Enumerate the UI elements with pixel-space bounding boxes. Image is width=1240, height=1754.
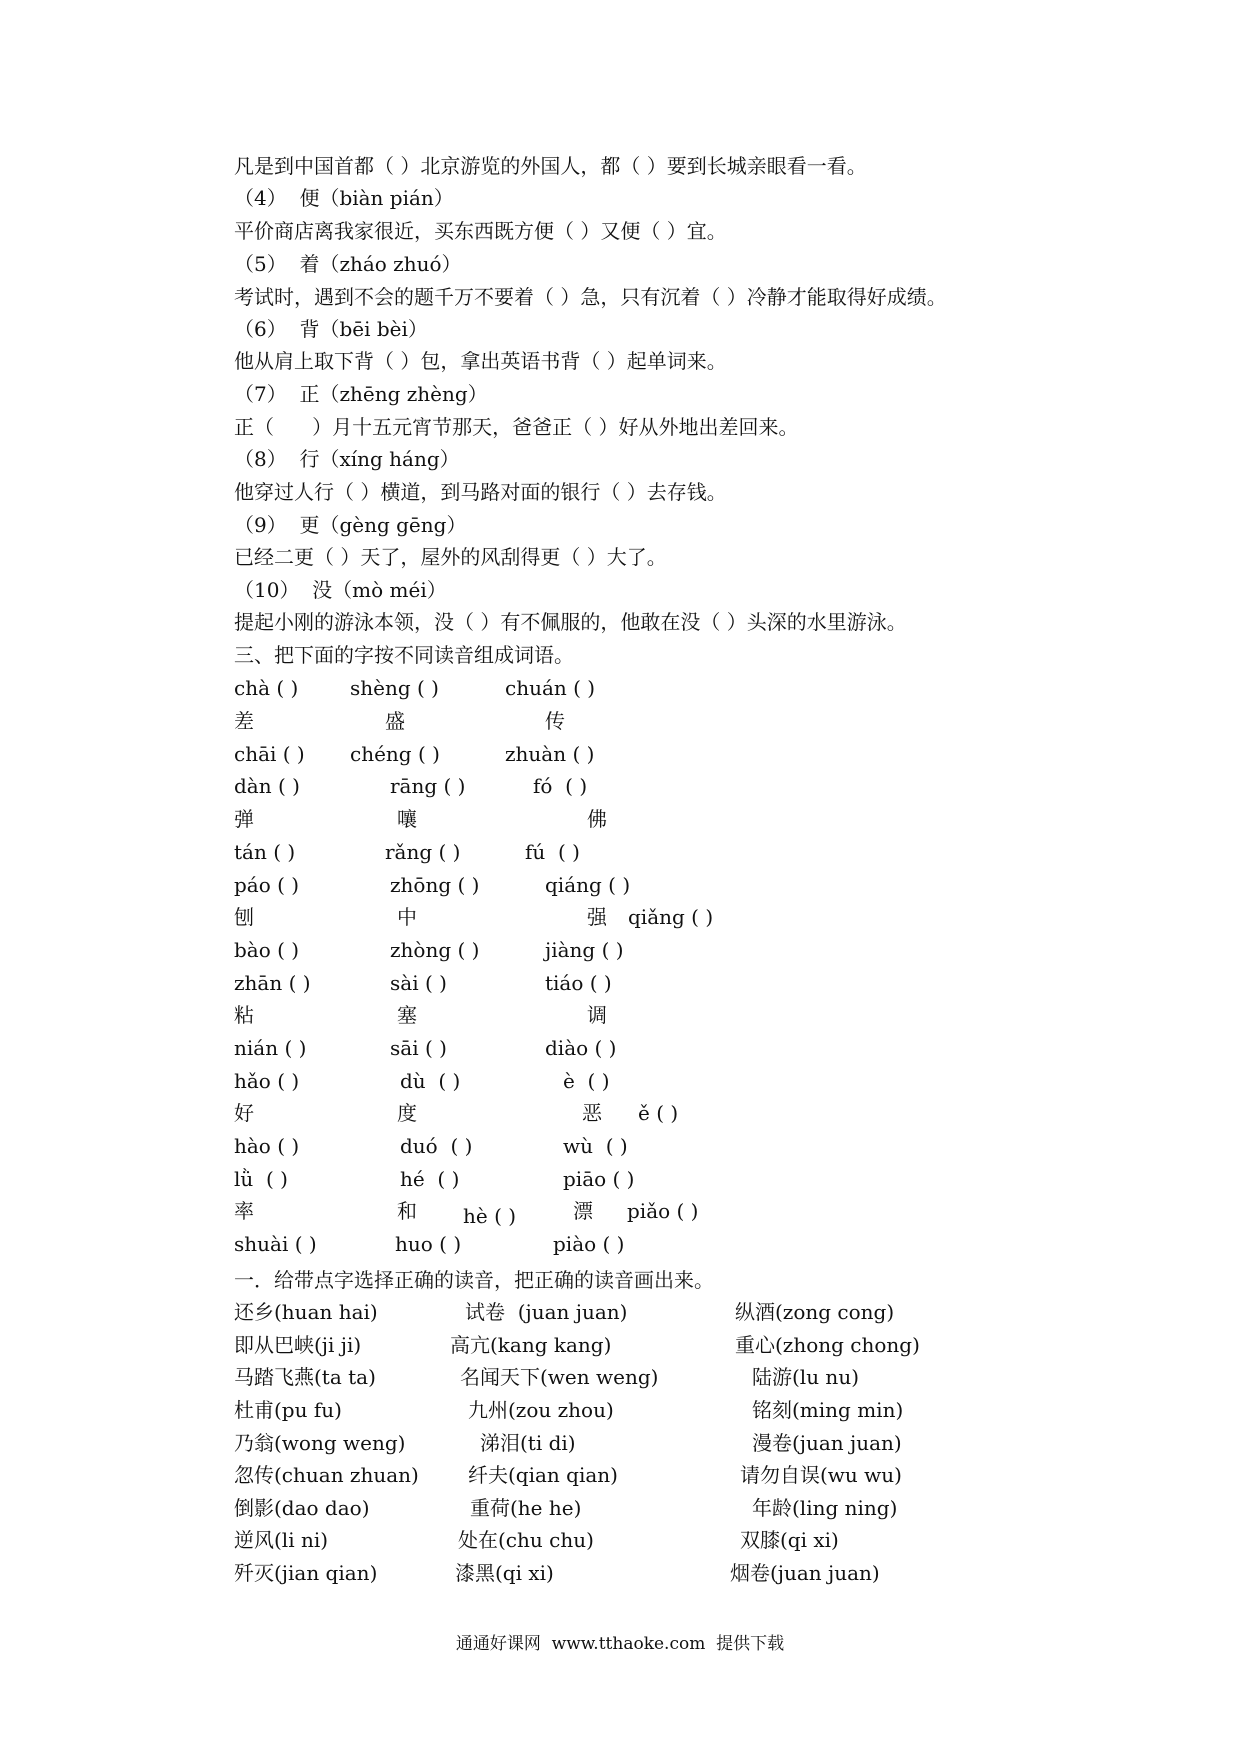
question-heading: （10） 没（mò méi） (234, 578, 447, 602)
pinyin-cell: 弹 (234, 807, 254, 831)
pinyin-cell: 和 (397, 1199, 417, 1223)
text-line: 凡是到中国首都（ ）北京游览的外国人，都（ ）要到长城亲眼看一看。 (234, 154, 867, 178)
pinyin-cell: 传 (545, 709, 565, 733)
pinyin-cell: wù ( ) (563, 1134, 628, 1158)
pinyin-cell: hào ( ) (234, 1134, 300, 1158)
pinyin-cell: 塞 (397, 1003, 417, 1027)
pinyin-cell: sài ( ) (390, 971, 447, 995)
pinyin-cell: 盛 (385, 709, 405, 733)
question-heading: （7） 正（zhēng zhèng） (234, 382, 488, 406)
pinyin-cell: 率 (234, 1199, 254, 1223)
pinyin-cell: 粘 (234, 1003, 254, 1027)
pinyin-cell: qiǎng ( ) (628, 905, 714, 929)
pinyin-cell: piǎo ( ) (627, 1199, 699, 1223)
pinyin-cell: sāi ( ) (390, 1036, 447, 1060)
pinyin-cell: bào ( ) (234, 938, 300, 962)
choice-item: 请勿自误(wu wu) (740, 1463, 902, 1487)
section-title: 三、把下面的字按不同读音组成词语。 (234, 643, 574, 667)
pinyin-cell: jiàng ( ) (545, 938, 624, 962)
pinyin-cell: páo ( ) (234, 873, 300, 897)
choice-item: 还乡(huan hai) (234, 1300, 378, 1324)
pinyin-cell: 嚷 (397, 807, 417, 831)
pinyin-cell: 中 (397, 905, 417, 929)
choice-item: 处在(chu chu) (458, 1528, 594, 1552)
pinyin-cell: 佛 (587, 807, 607, 831)
text-line: 正（ ）月十五元宵节那天，爸爸正（ ）好从外地出差回来。 (234, 415, 799, 439)
pinyin-cell: chà ( ) (234, 676, 299, 700)
pinyin-cell: hǎo ( ) (234, 1069, 300, 1093)
choice-item: 倒影(dao dao) (234, 1496, 370, 1520)
pinyin-cell: zhòng ( ) (390, 938, 480, 962)
footer-credit: 通通好课网 www.tthaoke.com 提供下载 (455, 1634, 785, 1654)
pinyin-cell: 差 (234, 709, 254, 733)
text-line: 提起小刚的游泳本领，没（ ）有不佩服的，他敢在没（ ）头深的水里游泳。 (234, 610, 907, 634)
pinyin-cell: nián ( ) (234, 1036, 307, 1060)
question-heading: （6） 背（bēi bèi） (234, 317, 428, 341)
pinyin-cell: 刨 (234, 905, 254, 929)
section-title: 一．给带点字选择正确的读音，把正确的读音画出来。 (234, 1268, 714, 1292)
pinyin-cell: lǜ ( ) (234, 1167, 288, 1191)
pinyin-cell: dàn ( ) (234, 774, 300, 798)
text-line: 考试时，遇到不会的题千万不要着（ ）急，只有沉着（ ）冷静才能取得好成绩。 (234, 285, 947, 309)
pinyin-cell: rāng ( ) (390, 774, 466, 798)
choice-item: 忽传(chuan zhuan) (234, 1463, 419, 1487)
question-heading: （8） 行（xíng háng） (234, 447, 460, 471)
choice-item: 重荷(he he) (470, 1496, 582, 1520)
pinyin-cell: piāo ( ) (563, 1167, 635, 1191)
pinyin-cell: duó ( ) (400, 1134, 473, 1158)
choice-item: 年龄(ling ning) (752, 1496, 898, 1520)
pinyin-cell: hé ( ) (400, 1167, 460, 1191)
choice-item: 纤夫(qian qian) (468, 1463, 618, 1487)
question-heading: （5） 着（zháo zhuó） (234, 252, 462, 276)
choice-item: 九州(zou zhou) (468, 1398, 614, 1422)
choice-item: 漫卷(juan juan) (752, 1431, 902, 1455)
choice-item: 重心(zhong chong) (735, 1333, 920, 1357)
pinyin-cell: tiáo ( ) (545, 971, 612, 995)
choice-item: 马踏飞燕(ta ta) (234, 1365, 376, 1389)
pinyin-cell: zhuàn ( ) (505, 742, 595, 766)
pinyin-cell: 好 (234, 1101, 254, 1125)
question-heading: （4） 便（biàn pián） (234, 186, 454, 210)
pinyin-cell: fú ( ) (525, 840, 580, 864)
pinyin-cell: chāi ( ) (234, 742, 305, 766)
pinyin-cell: ě ( ) (638, 1101, 679, 1125)
pinyin-cell: 恶 (582, 1101, 602, 1125)
choice-item: 歼灭(jian qian) (234, 1561, 378, 1585)
pinyin-cell: fó ( ) (533, 774, 588, 798)
pinyin-cell: 漂 (573, 1199, 593, 1223)
text-line: 已经二更（ ）天了，屋外的风刮得更（ ）大了。 (234, 545, 667, 569)
pinyin-cell: 强 (587, 905, 607, 929)
choice-item: 铭刻(ming min) (752, 1398, 904, 1422)
choice-item: 乃翁(wong weng) (234, 1431, 406, 1455)
pinyin-cell: dù ( ) (400, 1069, 461, 1093)
pinyin-cell: shèng ( ) (350, 676, 439, 700)
choice-item: 试卷 (juan juan) (465, 1300, 628, 1324)
pinyin-cell: qiáng ( ) (545, 873, 631, 897)
pinyin-cell: rǎng ( ) (385, 840, 461, 864)
pinyin-cell: piào ( ) (553, 1232, 625, 1256)
pinyin-cell: chuán ( ) (505, 676, 596, 700)
pinyin-cell: 度 (397, 1101, 417, 1125)
pinyin-cell: zhōng ( ) (390, 873, 480, 897)
choice-item: 逆风(li ni) (234, 1528, 329, 1552)
pinyin-cell: zhān ( ) (234, 971, 311, 995)
pinyin-cell: diào ( ) (545, 1036, 617, 1060)
choice-item: 名闻天下(wen weng) (460, 1365, 659, 1389)
choice-item: 涕泪(ti di) (480, 1431, 576, 1455)
pinyin-cell: chéng ( ) (350, 742, 440, 766)
choice-item: 杜甫(pu fu) (234, 1398, 342, 1422)
choice-item: 双膝(qi xi) (740, 1528, 839, 1552)
question-heading: （9） 更（gèng gēng） (234, 513, 467, 537)
choice-item: 高亢(kang kang) (450, 1333, 612, 1357)
pinyin-cell: huo ( ) (395, 1232, 462, 1256)
choice-item: 即从巴峡(ji ji) (234, 1333, 362, 1357)
text-line: 他穿过人行（ ）横道，到马路对面的银行（ ）去存钱。 (234, 480, 727, 504)
pinyin-cell-extra: hè ( ) (463, 1204, 517, 1228)
choice-item: 陆游(lu nu) (752, 1365, 860, 1389)
choice-item: 漆黑(qi xi) (455, 1561, 554, 1585)
text-line: 他从肩上取下背（ ）包，拿出英语书背（ ）起单词来。 (234, 349, 727, 373)
text-line: 平价商店离我家很近，买东西既方便（ ）又便（ ）宜。 (234, 219, 727, 243)
pinyin-cell: tán ( ) (234, 840, 296, 864)
pinyin-cell: 调 (587, 1003, 607, 1027)
pinyin-cell: è ( ) (563, 1069, 610, 1093)
choice-item: 烟卷(juan juan) (730, 1561, 880, 1585)
choice-item: 纵酒(zong cong) (735, 1300, 895, 1324)
pinyin-cell: shuài ( ) (234, 1232, 317, 1256)
